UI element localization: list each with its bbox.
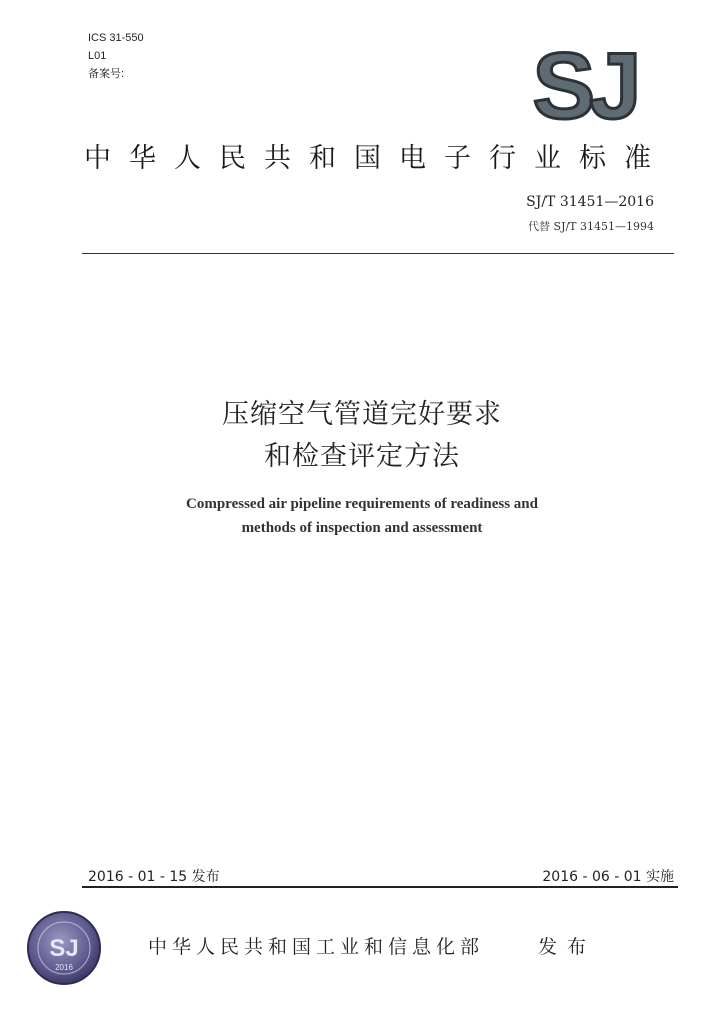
record-number-label: 备案号:: [88, 68, 125, 80]
ics-code: ICS 31-550: [88, 32, 144, 44]
publish-date: 2016 - 01 - 15 发布: [88, 869, 220, 885]
standards-seal: [26, 910, 102, 986]
divider-top: [82, 253, 674, 254]
title-en-line2: methods of inspection and assessment: [241, 520, 483, 536]
industry-standard-title: 中华人民共和国电子行业标准: [84, 143, 669, 174]
sj-logo-text: SJ: [532, 44, 636, 124]
issuing-authority: 中华人民共和国工业和信息化部: [148, 936, 485, 958]
class-code: L01: [88, 50, 107, 62]
sj-logo: [528, 44, 640, 124]
issue-label: 发布: [538, 936, 597, 958]
standard-code: SJ/T 31451—2016: [526, 194, 654, 210]
seal-year: 2016: [55, 963, 73, 972]
title-cn-line2: 和检查评定方法: [264, 441, 460, 472]
seal-text: SJ: [49, 935, 79, 962]
title-cn-line1: 压缩空气管道完好要求: [222, 399, 502, 430]
replaces-standard: 代替 SJ/T 31451—1994: [528, 220, 654, 233]
title-en-line1: Compressed air pipeline requirements of readiness and: [186, 496, 538, 512]
implement-date: 2016 - 06 - 01 实施: [542, 869, 674, 885]
divider-bottom: [82, 886, 678, 888]
